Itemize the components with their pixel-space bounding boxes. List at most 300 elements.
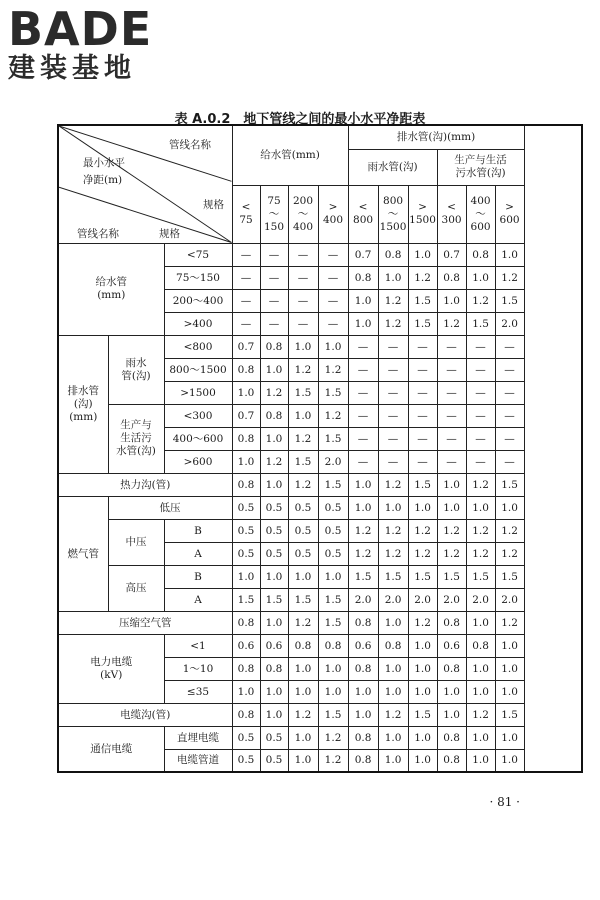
value-cell: 0.5 (232, 749, 260, 772)
value-cell: — (437, 335, 466, 358)
value-cell: 1.2 (378, 703, 408, 726)
value-cell: 0.8 (232, 703, 260, 726)
value-cell: 0.8 (348, 749, 378, 772)
value-cell: 1.0 (260, 703, 288, 726)
value-cell: 0.7 (232, 335, 260, 358)
group-drain-pipe-line: 排水管 (67, 384, 99, 397)
value-cell: 1.0 (408, 726, 437, 749)
spec-cell: <800 (164, 335, 232, 358)
value-cell: 1.2 (288, 611, 318, 634)
spec-cell: >400 (164, 312, 232, 335)
value-cell: 1.5 (495, 703, 524, 726)
spec-cell: 200～400 (164, 289, 232, 312)
value-cell: 1.5 (408, 703, 437, 726)
group-rain-pipe (108, 335, 164, 404)
value-cell: — (288, 312, 318, 335)
value-cell: 1.0 (260, 473, 288, 496)
value-cell: 1.0 (348, 496, 378, 519)
value-cell: — (260, 312, 288, 335)
value-cell: 1.0 (495, 496, 524, 519)
corner-spec-bottom: 规格 (159, 228, 180, 240)
value-cell: 1.0 (466, 496, 495, 519)
value-cell: 1.5 (378, 565, 408, 588)
value-cell: 1.0 (495, 749, 524, 772)
value-cell: 1.0 (495, 243, 524, 266)
value-cell: 1.2 (348, 542, 378, 565)
spec-header-text: ～ (297, 207, 309, 220)
value-cell: 1.2 (318, 749, 348, 772)
value-cell: 0.8 (260, 404, 288, 427)
value-cell: 0.5 (232, 726, 260, 749)
value-cell: — (495, 358, 524, 381)
group-power-cable (58, 634, 164, 703)
value-cell: 1.0 (378, 749, 408, 772)
value-cell: 0.5 (318, 519, 348, 542)
value-cell: 1.0 (288, 680, 318, 703)
spec-header-cell (288, 185, 318, 243)
value-cell: 1.5 (466, 565, 495, 588)
value-cell: 1.2 (495, 519, 524, 542)
spec-header-cell (378, 185, 408, 243)
corner-pipe-name: 管线名称 (169, 139, 211, 151)
value-cell: 1.5 (318, 427, 348, 450)
spec-header-cell (495, 185, 524, 243)
value-cell: 1.0 (408, 749, 437, 772)
value-cell: 1.2 (408, 519, 437, 542)
value-cell: 0.8 (318, 634, 348, 657)
spec-header-cell (466, 185, 495, 243)
value-cell: 1.0 (288, 335, 318, 358)
value-cell: 0.8 (348, 611, 378, 634)
spec-cell: 1～10 (164, 657, 232, 680)
group-heat-trench: 热力沟(管) (58, 473, 232, 496)
value-cell: 1.0 (466, 680, 495, 703)
value-cell: 2.0 (437, 588, 466, 611)
value-cell: 1.5 (348, 565, 378, 588)
value-cell: 0.8 (348, 657, 378, 680)
value-cell: 0.8 (437, 726, 466, 749)
value-cell: — (378, 404, 408, 427)
group-sewage-pipe-line: 生产与 (120, 419, 152, 431)
value-cell: — (378, 427, 408, 450)
value-cell: 1.0 (408, 657, 437, 680)
value-cell: 1.0 (495, 634, 524, 657)
value-cell: 1.2 (378, 542, 408, 565)
group-compressed-air: 压缩空气管 (58, 611, 232, 634)
group-power-cable-line: 电力电缆 (90, 655, 133, 668)
spec-header-text: 800 (383, 194, 404, 207)
value-cell: — (466, 335, 495, 358)
value-cell: 1.2 (348, 519, 378, 542)
spec-header-text: 1500 (409, 214, 436, 226)
value-cell: — (408, 427, 437, 450)
value-cell: 1.5 (437, 565, 466, 588)
value-cell: 0.8 (288, 634, 318, 657)
value-cell: — (408, 404, 437, 427)
value-cell: 1.2 (408, 611, 437, 634)
value-cell: 0.6 (232, 634, 260, 657)
value-cell: 1.0 (408, 243, 437, 266)
value-cell: 0.5 (288, 519, 318, 542)
page-number: · 81 · (489, 795, 520, 809)
value-cell: — (348, 450, 378, 473)
value-cell: — (378, 358, 408, 381)
spec-header-text: ～ (387, 207, 399, 220)
value-cell: 0.8 (260, 335, 288, 358)
value-cell: 0.8 (437, 266, 466, 289)
group-rain-pipe-line: 雨水 (125, 356, 147, 369)
value-cell: 0.8 (378, 634, 408, 657)
value-cell: 1.5 (318, 381, 348, 404)
group-comm-cable: 通信电缆 (58, 726, 164, 772)
spec-header-text: 75 (267, 194, 281, 207)
group-drain-pipe-line: (沟) (73, 397, 93, 410)
value-cell: 1.0 (437, 289, 466, 312)
value-cell: 2.0 (378, 588, 408, 611)
value-cell: — (288, 266, 318, 289)
value-cell: 1.0 (378, 266, 408, 289)
value-cell: — (408, 358, 437, 381)
value-cell: 1.5 (288, 381, 318, 404)
value-cell: 1.2 (288, 473, 318, 496)
value-cell: 1.0 (466, 266, 495, 289)
value-cell: — (408, 335, 437, 358)
table-row (58, 703, 582, 726)
value-cell: 1.0 (260, 611, 288, 634)
group-sewage-pipe (108, 404, 164, 473)
value-cell: 0.8 (437, 611, 466, 634)
spec-cell: 400～600 (164, 427, 232, 450)
value-cell: 1.5 (408, 312, 437, 335)
value-cell: 1.5 (318, 473, 348, 496)
value-cell: 0.5 (318, 542, 348, 565)
value-cell: 1.0 (260, 358, 288, 381)
spec-header-text: < (241, 201, 251, 213)
spec-cell: B (164, 565, 232, 588)
value-cell: 1.0 (260, 427, 288, 450)
value-cell: 2.0 (495, 588, 524, 611)
value-cell: 1.5 (495, 289, 524, 312)
value-cell: 1.0 (348, 703, 378, 726)
value-cell: 1.0 (495, 726, 524, 749)
spec-header-text: ～ (475, 207, 486, 220)
value-cell: 0.5 (260, 519, 288, 542)
value-cell: 2.0 (408, 588, 437, 611)
value-cell: 1.0 (260, 680, 288, 703)
value-cell: 0.8 (348, 726, 378, 749)
value-cell: 1.5 (408, 473, 437, 496)
spec-header-text: 600 (470, 220, 491, 233)
value-cell: 0.8 (232, 427, 260, 450)
value-cell: 1.0 (232, 680, 260, 703)
value-cell: — (260, 243, 288, 266)
value-cell: 1.0 (466, 749, 495, 772)
spec-header-text: 400 (292, 220, 314, 233)
value-cell: 1.2 (466, 519, 495, 542)
group-power-cable-line: (kV) (100, 668, 123, 681)
spec-header-text: ～ (268, 207, 280, 220)
value-cell: — (378, 450, 408, 473)
value-cell: 0.5 (232, 519, 260, 542)
group-gas-high: 高压 (108, 565, 164, 611)
spec-cell: <300 (164, 404, 232, 427)
value-cell: — (408, 450, 437, 473)
value-cell: 0.5 (318, 496, 348, 519)
table-row (58, 611, 582, 634)
value-cell: 1.5 (318, 588, 348, 611)
corner-min-distance-line1: 最小水平 (83, 157, 125, 169)
spec-header-text: 800 (353, 214, 374, 226)
group-water-pipe-line: (mm) (97, 289, 126, 301)
value-cell: — (232, 312, 260, 335)
clearance-table (57, 124, 583, 773)
value-cell: 1.0 (288, 726, 318, 749)
value-cell: 0.8 (260, 657, 288, 680)
spec-cell: ≤35 (164, 680, 232, 703)
value-cell: 1.2 (318, 358, 348, 381)
logo-wordmark: BADE (8, 2, 153, 56)
value-cell: — (232, 289, 260, 312)
value-cell: 1.5 (288, 588, 318, 611)
spec-cell: 直埋电缆 (164, 726, 232, 749)
value-cell: 1.0 (437, 680, 466, 703)
table-row (58, 335, 582, 358)
spec-header-text: < (358, 201, 368, 213)
value-cell: 1.0 (348, 473, 378, 496)
value-cell: 1.0 (288, 404, 318, 427)
value-cell: 1.2 (466, 289, 495, 312)
table-row (58, 404, 582, 427)
table-row (58, 496, 582, 519)
value-cell: — (348, 427, 378, 450)
value-cell: — (466, 427, 495, 450)
value-cell: — (348, 335, 378, 358)
value-cell: 1.5 (318, 703, 348, 726)
value-cell: 1.2 (378, 312, 408, 335)
spec-cell: >1500 (164, 381, 232, 404)
value-cell: — (437, 427, 466, 450)
value-cell: 1.5 (466, 312, 495, 335)
value-cell: 1.0 (348, 289, 378, 312)
spec-header-text: 300 (441, 214, 462, 226)
group-cable-trench: 电缆沟(管) (58, 703, 232, 726)
value-cell: 1.2 (378, 473, 408, 496)
spec-header-text: > (505, 201, 514, 213)
spec-cell: <1 (164, 634, 232, 657)
value-cell: 1.0 (232, 565, 260, 588)
corner-header-cell (58, 125, 232, 243)
spec-header-text: 400 (470, 194, 491, 207)
value-cell: — (495, 381, 524, 404)
value-cell: — (408, 381, 437, 404)
value-cell: 1.2 (495, 542, 524, 565)
spec-header-cell (260, 185, 288, 243)
table-row (58, 473, 582, 496)
value-cell: 0.5 (232, 542, 260, 565)
value-cell: 1.0 (437, 473, 466, 496)
value-cell: 0.8 (378, 243, 408, 266)
value-cell: 1.2 (466, 703, 495, 726)
spec-header-text: 200 (292, 194, 314, 207)
group-rain-pipe-line: 管(沟) (121, 369, 151, 382)
value-cell: 0.5 (260, 726, 288, 749)
bade-logo (8, 2, 178, 86)
group-gas-mid: 中压 (108, 519, 164, 565)
value-cell: 0.8 (232, 611, 260, 634)
value-cell: — (348, 358, 378, 381)
value-cell: 1.5 (232, 588, 260, 611)
value-cell: — (466, 381, 495, 404)
value-cell: 2.0 (495, 312, 524, 335)
value-cell: 1.0 (348, 312, 378, 335)
value-cell: — (260, 266, 288, 289)
group-drain-pipe (58, 335, 108, 473)
value-cell: 0.6 (348, 634, 378, 657)
header-rain-pipe: 雨水管(沟) (348, 149, 437, 185)
value-cell: 0.8 (466, 634, 495, 657)
value-cell: — (288, 243, 318, 266)
spec-header-cell (318, 185, 348, 243)
corner-spec: 规格 (203, 199, 224, 211)
spec-header-text: > (328, 201, 338, 213)
value-cell: 1.5 (288, 450, 318, 473)
value-cell: 0.5 (288, 496, 318, 519)
value-cell: 1.0 (232, 450, 260, 473)
value-cell: 0.8 (232, 657, 260, 680)
value-cell: 0.8 (466, 243, 495, 266)
header-sewage-pipe (437, 149, 524, 185)
logo-subtitle: 建装基地 (8, 53, 136, 84)
value-cell: 1.0 (288, 749, 318, 772)
value-cell: — (232, 243, 260, 266)
value-cell: 0.6 (437, 634, 466, 657)
value-cell: — (348, 404, 378, 427)
value-cell: 1.0 (378, 680, 408, 703)
value-cell: — (378, 335, 408, 358)
value-cell: 2.0 (466, 588, 495, 611)
table-row (58, 243, 582, 266)
spec-cell: 75～150 (164, 266, 232, 289)
spec-header-text: 150 (263, 220, 285, 233)
group-water-pipe-line: 给水管 (95, 276, 127, 288)
value-cell: 1.2 (318, 404, 348, 427)
value-cell: 0.6 (260, 634, 288, 657)
spec-header-cell (408, 185, 437, 243)
spec-cell: 电缆管道 (164, 749, 232, 772)
value-cell: 0.8 (437, 657, 466, 680)
value-cell: 1.2 (260, 450, 288, 473)
value-cell: — (495, 404, 524, 427)
value-cell: — (318, 312, 348, 335)
value-cell: 1.2 (495, 611, 524, 634)
value-cell: 1.2 (437, 542, 466, 565)
value-cell: 1.2 (437, 519, 466, 542)
value-cell: 0.8 (232, 473, 260, 496)
value-cell: — (318, 266, 348, 289)
value-cell: 1.5 (495, 565, 524, 588)
spec-cell: 低压 (108, 496, 232, 519)
value-cell: — (260, 289, 288, 312)
spec-header-text: < (447, 201, 456, 213)
value-cell: 0.8 (437, 749, 466, 772)
value-cell: 1.0 (437, 703, 466, 726)
value-cell: 1.0 (437, 496, 466, 519)
value-cell: 0.7 (232, 404, 260, 427)
value-cell: 1.5 (495, 473, 524, 496)
value-cell: — (318, 243, 348, 266)
value-cell: 1.0 (288, 657, 318, 680)
value-cell: 1.0 (495, 657, 524, 680)
group-water-pipe (58, 243, 164, 335)
value-cell: 1.0 (408, 634, 437, 657)
value-cell: 2.0 (318, 450, 348, 473)
value-cell: 1.0 (495, 680, 524, 703)
value-cell: 1.2 (408, 266, 437, 289)
value-cell: — (288, 289, 318, 312)
table-row (58, 634, 582, 657)
value-cell: — (437, 450, 466, 473)
spec-cell: B (164, 519, 232, 542)
value-cell: 1.2 (466, 473, 495, 496)
table-row (58, 565, 582, 588)
value-cell: 1.2 (260, 381, 288, 404)
value-cell: 1.2 (378, 519, 408, 542)
table-row (58, 519, 582, 542)
value-cell: 0.7 (348, 243, 378, 266)
value-cell: 1.0 (466, 657, 495, 680)
corner-pipe-name-bottom: 管线名称 (77, 228, 119, 240)
value-cell: — (437, 381, 466, 404)
spec-cell: <75 (164, 243, 232, 266)
value-cell: 1.5 (318, 611, 348, 634)
value-cell: 1.0 (378, 657, 408, 680)
value-cell: 0.7 (437, 243, 466, 266)
value-cell: 1.0 (318, 335, 348, 358)
value-cell: 0.5 (260, 749, 288, 772)
spec-header-cell (437, 185, 466, 243)
spec-header-text: 1500 (379, 220, 407, 233)
value-cell: 1.0 (348, 680, 378, 703)
value-cell: 1.0 (288, 565, 318, 588)
value-cell: — (437, 358, 466, 381)
spec-header-text: 75 (239, 214, 253, 226)
value-cell: — (232, 266, 260, 289)
value-cell: 1.0 (466, 726, 495, 749)
spec-header-text: > (418, 201, 427, 213)
value-cell: 1.2 (288, 703, 318, 726)
header-drain-pipe: 排水管(沟)(mm) (348, 125, 524, 149)
group-sewage-pipe-line: 水管(沟) (116, 445, 156, 457)
header-water-pipe: 给水管(mm) (232, 125, 348, 185)
value-cell: — (437, 404, 466, 427)
value-cell: — (348, 381, 378, 404)
value-cell: 1.2 (437, 312, 466, 335)
value-cell: 1.2 (408, 542, 437, 565)
value-cell: — (378, 381, 408, 404)
value-cell: — (495, 335, 524, 358)
value-cell: 1.2 (378, 289, 408, 312)
value-cell: 0.5 (232, 496, 260, 519)
value-cell: 1.0 (260, 565, 288, 588)
value-cell: 1.5 (408, 289, 437, 312)
corner-min-distance-line2: 净距(m) (83, 174, 123, 186)
header-sewage-line1: 生产与生活 (454, 154, 507, 166)
table-title: 表 A.0.2 地下管线之间的最小水平净距表 (174, 112, 426, 127)
value-cell: 1.2 (495, 266, 524, 289)
value-cell: 0.8 (232, 358, 260, 381)
value-cell: — (495, 450, 524, 473)
value-cell: 1.2 (288, 358, 318, 381)
